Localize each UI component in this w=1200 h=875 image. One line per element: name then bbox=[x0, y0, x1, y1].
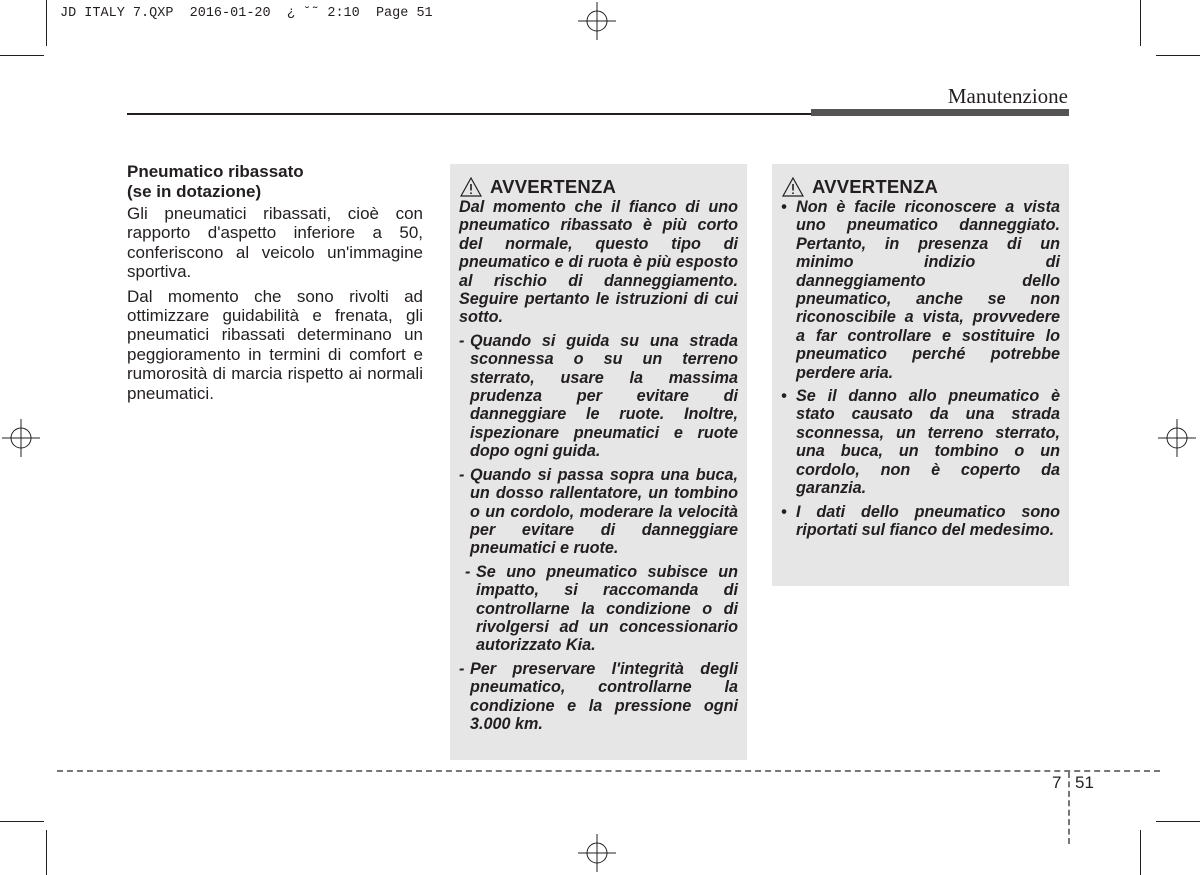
header-rule bbox=[127, 113, 811, 115]
sub-heading-line-1: Pneumatico ribassato bbox=[127, 162, 304, 181]
crop-mark bbox=[0, 55, 44, 56]
crop-mark bbox=[1156, 821, 1200, 822]
registration-mark-icon bbox=[1158, 419, 1196, 457]
warning-list-item: • Non è facile riconoscere a vista uno pneumatico danneggiato. Pertanto, in presenza di un minimo indizio di danneggiamento dello pneumatico, anche se non riconoscibile a vista, provvedere a far controllare e sostituire lo pneumatico perché potrebbe perdere aria. bbox=[781, 198, 1060, 382]
crop-mark bbox=[46, 0, 47, 46]
crop-mark bbox=[0, 821, 44, 822]
warning-list-item: • Se il danno allo pneumatico è stato causato da una strada sconnessa, un terreno sterrato, una buca, un tombino o un cordolo, non è coperto da garanzia. bbox=[781, 387, 1060, 498]
registration-mark-icon bbox=[578, 2, 616, 40]
left-column bbox=[127, 162, 423, 408]
body-paragraph: Dal momento che sono rivolti ad ottimizzare guidabilità e frenata, gli pneumatici ribassati determinano un peggioramento in termini di comfort e rumorosità di marcia rispetto ai normali pneumatici. bbox=[127, 286, 423, 403]
warning-list-item: - Per preservare l'integrità degli pneumatico, controllarne la condizione e la pressione ogni 3.000 km. bbox=[459, 659, 738, 733]
sub-heading-line-2: (se in dotazione) bbox=[127, 181, 262, 201]
warning-triangle-icon bbox=[782, 177, 804, 197]
warning-box bbox=[450, 164, 747, 760]
warning-list-item: - Quando si passa sopra una buca, un dosso rallentatore, un tombino o un cordolo, moderare la velocità per evitare di danneggiare pneumatici e ruote. bbox=[459, 465, 738, 558]
chapter-number: 7 bbox=[1052, 773, 1062, 792]
warning-title: AVVERTENZA bbox=[490, 176, 617, 197]
footer-divider bbox=[1068, 772, 1070, 844]
sub-heading bbox=[127, 162, 423, 201]
print-slug: JD ITALY 7.QXP 2016-01-20 ¿ ˘˜ 2:10 Page 51 bbox=[60, 6, 433, 21]
warning-title: AVVERTENZA bbox=[812, 176, 939, 197]
warning-intro: Dal momento che il fianco di uno pneumatico ribassato è più corto del normale, questo tipo di pneumatico e di ruota è più esposto al rischio di danneggiamento. Seguire pertanto le istruzioni di cui sotto. bbox=[459, 198, 738, 327]
registration-mark-icon bbox=[2, 419, 40, 457]
warning-list-item: - Quando si guida su una strada sconnessa o su un terreno sterrato, usare la massima prudenza per evitare di danneggiare le ruote. Inoltre, ispezionare pneumatici e ruote dopo ogni guida. bbox=[459, 331, 738, 461]
warning-body bbox=[781, 198, 1060, 544]
header-rule-thick bbox=[811, 109, 1069, 116]
crop-mark bbox=[1156, 55, 1200, 56]
registration-mark-icon bbox=[578, 834, 616, 872]
footer-rule bbox=[57, 770, 1160, 772]
warning-list-item: • I dati dello pneumatico sono riportati sul fianco del medesimo. bbox=[781, 502, 1060, 539]
body-paragraph: Gli pneumatici ribassati, cioè con rapporto d'aspetto inferiore a 50, conferiscono al veicolo un'immagine sportiva. bbox=[127, 204, 423, 282]
warning-header bbox=[460, 176, 616, 198]
page-number: 51 bbox=[1075, 773, 1094, 792]
section-title: Manutenzione bbox=[947, 84, 1068, 108]
warning-box bbox=[772, 164, 1069, 586]
crop-mark bbox=[1140, 830, 1141, 875]
warning-header bbox=[782, 176, 938, 198]
crop-mark bbox=[1140, 0, 1141, 46]
warning-triangle-icon bbox=[460, 177, 482, 197]
warning-list-item: - Se uno pneumatico subisce un impatto, si raccomanda di controllarne la condizione o di rivolgersi ad un concessionario autorizzato Kia. bbox=[465, 562, 738, 655]
crop-mark bbox=[46, 830, 47, 875]
warning-body bbox=[459, 198, 738, 738]
